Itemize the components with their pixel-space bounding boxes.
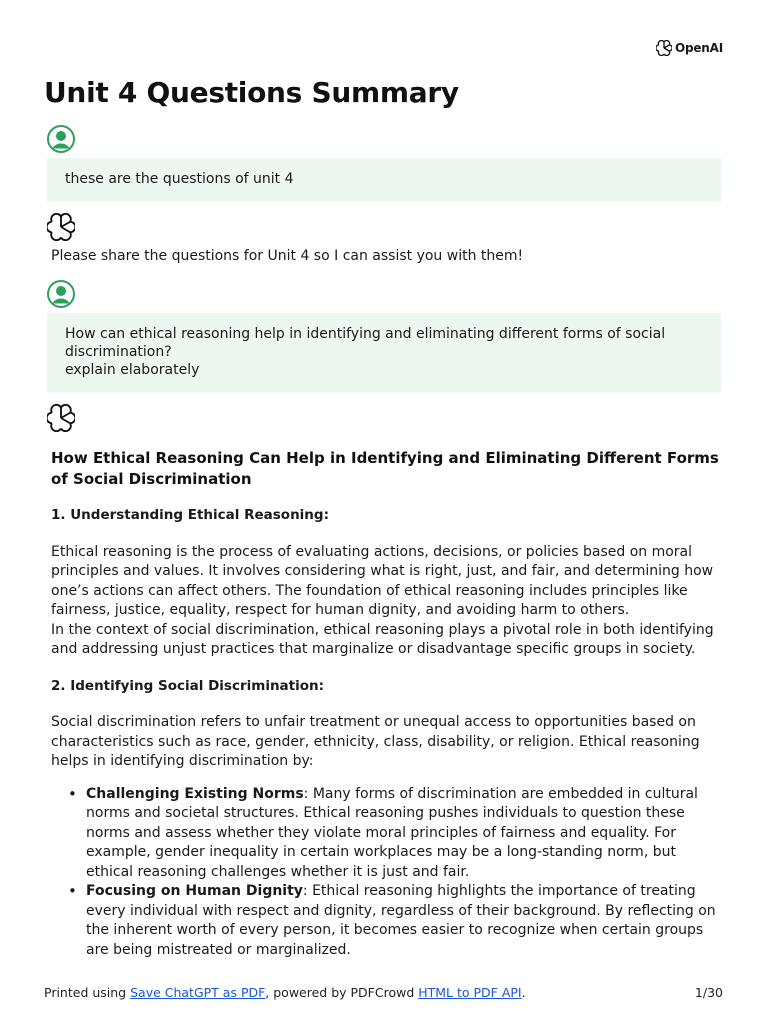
list-item xyxy=(51,785,721,883)
html-to-pdf-api-link[interactable]: HTML to PDF API xyxy=(418,985,522,1000)
openai-brand xyxy=(656,40,723,56)
paragraph: In the context of social discrimination, ethical reasoning plays a pivotal role in both identifying and addressing unjust practices that marginalize or disadvantage specific groups in society. xyxy=(51,621,714,657)
list-item xyxy=(51,882,721,960)
openai-logo-icon xyxy=(656,40,672,56)
user-message-line: explain elaborately xyxy=(65,362,200,378)
user-avatar-icon xyxy=(46,124,76,154)
footer-credit xyxy=(44,985,526,1000)
page-title: Unit 4 Questions Summary xyxy=(44,76,459,109)
page-number: 1/30 xyxy=(694,985,723,1000)
bullet-list xyxy=(51,785,721,961)
assistant-message-text: Please share the questions for Unit 4 so I can assist you with them! xyxy=(51,248,524,264)
chatgpt-logo-icon xyxy=(47,213,75,241)
chatgpt-logo-icon xyxy=(47,404,75,432)
footer-prefix: Printed using xyxy=(44,985,131,1000)
user-message-bubble xyxy=(47,158,721,202)
user-message-bubble xyxy=(47,313,721,393)
user-message-line: discrimination? xyxy=(65,344,172,360)
print-footer xyxy=(44,985,723,1000)
bullet-title: Focusing on Human Dignity xyxy=(86,883,303,899)
bullet-text: : Many forms of discrimination are embedded in cultural norms and societal structures. Ethical reasoning pushes individuals to question these norms and assess whether they violate moral principles of fairness and equality. For example, gender inequality in certain workplaces may be a long-standing norm, but ethical reasoning challenges whether it is just and fair. xyxy=(86,785,698,880)
paragraph: Social discrimination refers to unfair treatment or unequal access to opportunities based on characteristics such as race, gender, ethnicity, class, disability, or religion. Ethical reasoning helps in identifying discrimination by: xyxy=(51,714,700,769)
user-avatar-icon xyxy=(46,279,76,309)
save-chatgpt-as-pdf-link[interactable]: Save ChatGPT as PDF xyxy=(130,985,266,1000)
assistant-answer xyxy=(51,448,721,960)
section-heading: 1. Understanding Ethical Reasoning: xyxy=(51,507,329,523)
footer-middle: , powered by PDFCrowd xyxy=(265,985,419,1000)
brand-name: OpenAI xyxy=(674,41,723,55)
bullet-text: : Ethical reasoning highlights the importance of treating every individual with respect and dignity, regardless of their background. By reflecting on the inherent worth of every person, it becomes easier to recognize when certain groups are being mistreated or marginalized. xyxy=(86,883,716,958)
paragraph: Ethical reasoning is the process of evaluating actions, decisions, or policies based on moral principles and values. It involves considering what is right, just, and fair, and determining how one’s actions can affect others. The foundation of ethical reasoning includes principles like fairness, justice, equality, respect for human dignity, and avoiding harm to others. xyxy=(51,543,714,618)
footer-suffix: . xyxy=(521,985,526,1000)
user-message-text: these are the questions of unit 4 xyxy=(65,171,294,187)
bullet-title: Challenging Existing Norms xyxy=(86,785,304,802)
assistant-message xyxy=(51,247,721,267)
user-message-line: How can ethical reasoning help in identifying and eliminating different forms of social xyxy=(65,326,666,342)
section-heading: 2. Identifying Social Discrimination: xyxy=(51,677,325,694)
answer-heading: How Ethical Reasoning Can Help in Identifying and Eliminating Different Forms of Social Discrimination xyxy=(51,449,719,488)
